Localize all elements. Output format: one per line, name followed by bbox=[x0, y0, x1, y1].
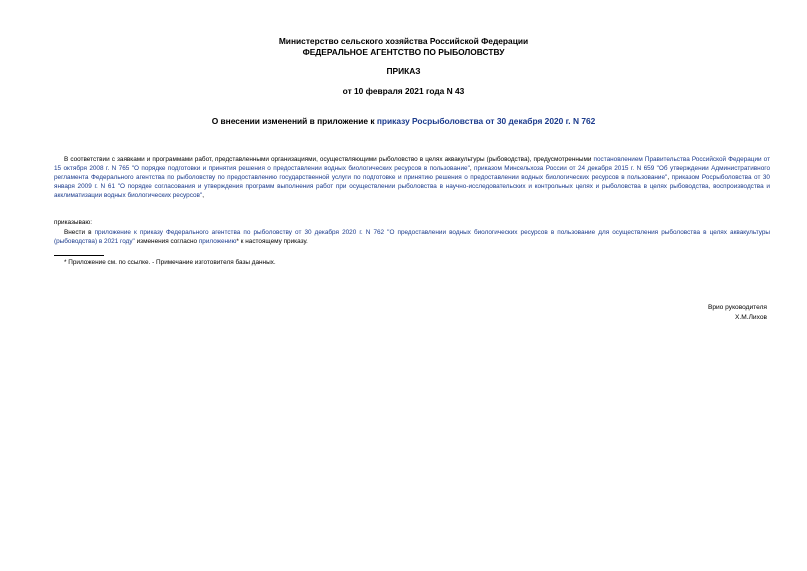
preamble-text-3: , bbox=[667, 173, 672, 181]
appendix-link[interactable]: приложению bbox=[198, 237, 237, 245]
order-paragraph bbox=[54, 229, 770, 247]
document-type: ПРИКАЗ bbox=[386, 66, 421, 76]
preamble-text-2: , bbox=[469, 164, 475, 172]
order-text-3: * к настоящему приказу. bbox=[236, 237, 308, 245]
title-text: О внесении изменений в приложение к bbox=[211, 116, 377, 126]
signature-position: Врио руководителя bbox=[707, 304, 767, 311]
preamble-text-4: , bbox=[202, 191, 205, 199]
order-762-appendix-link[interactable]: приложение к приказу Федерального агентства по рыболовству от 30 декабря 2020 г. N 762 "О предоставлении водных биологических ресурсов в пользование для осуществления рыболовства в целях аквакультуры (рыбоводства) в 2021 году" bbox=[54, 229, 771, 245]
order-text-2: изменения согласно bbox=[134, 237, 199, 245]
minselkhoz-order-link[interactable]: приказом Минсельхоза России от 24 декабря 2015 г. N 659 "Об утверждении Административного регламента Федерального агентства по рыболовству по предоставлению государственной услуги по подготовке и принятию решения о предоставлении водных биологических ресурсов в пользование" bbox=[54, 164, 770, 181]
preamble-paragraph bbox=[54, 156, 770, 201]
signature-name: Х.М.Лихов bbox=[735, 314, 767, 321]
footnote: * Приложение см. по ссылке. - Примечание изготовителя базы данных. bbox=[64, 259, 276, 266]
order-word: приказываю: bbox=[54, 219, 92, 226]
title-link[interactable]: приказу Росрыболовства от 30 декабря 2020 г. N 762 bbox=[376, 116, 596, 126]
document-title bbox=[0, 116, 807, 127]
preamble-text-1: В соответствии с заявками и программами работ, представленными организациями, осуществляющими рыболовство в целях аквакультуры (рыбоводства), предусмотренными bbox=[64, 156, 594, 163]
order-text-1: Внести в bbox=[64, 229, 95, 236]
ministry-name: Министерство сельского хозяйства Российской Федерации bbox=[278, 36, 529, 46]
footnote-divider bbox=[54, 255, 104, 256]
agency-name: ФЕДЕРАЛЬНОЕ АГЕНТСТВО ПО РЫБОЛОВСТВУ bbox=[302, 47, 505, 57]
document-date: от 10 февраля 2021 года N 43 bbox=[342, 86, 465, 96]
rosrybolovstvo-order-link[interactable]: приказом Росрыболовства от 30 января 2009 г. N 61 "О порядке согласования и утверждения программ выполнения работ при осуществлении рыболовства в научно-исследовательских и контрольных целях и рыболовства в целях рыбоводства, воспроизводства и акклиматизации водных биологических ресурсов" bbox=[54, 173, 770, 199]
government-decree-link[interactable]: постановлением Правительства Российской Федерации от 15 октября 2008 г. N 765 "О порядке подготовки и принятия решения о предоставлении водных биологических ресурсов в пользование" bbox=[54, 156, 770, 172]
